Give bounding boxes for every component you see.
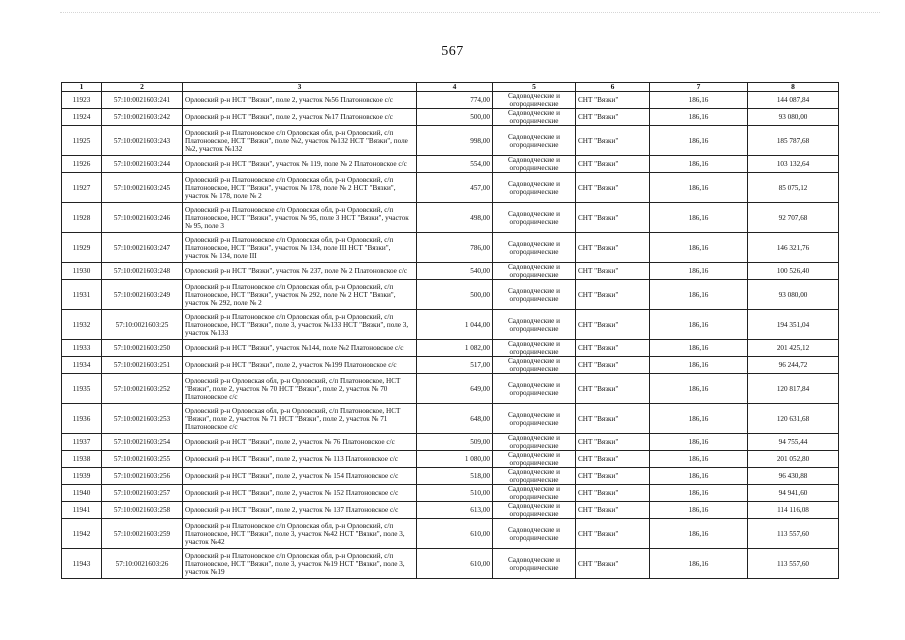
land-use-cell: Садоводческие и огороднические bbox=[493, 173, 576, 203]
cadastral-number-cell: 57:10:0021603:258 bbox=[102, 502, 183, 519]
cadastral-value-cell: 96 430,88 bbox=[748, 468, 839, 485]
column-header: 5 bbox=[493, 83, 576, 92]
cadastral-number-cell: 57:10:0021603:259 bbox=[102, 519, 183, 549]
area-cell: 998,00 bbox=[417, 126, 493, 156]
cadastral-value-cell: 144 087,84 bbox=[748, 92, 839, 109]
table-row bbox=[62, 502, 839, 519]
rate-cell: 186,16 bbox=[650, 502, 748, 519]
area-cell: 500,00 bbox=[417, 280, 493, 310]
rate-cell: 186,16 bbox=[650, 451, 748, 468]
row-number-cell: 11932 bbox=[62, 310, 102, 340]
land-use-cell: Садоводческие и огороднические bbox=[493, 549, 576, 579]
owner-cell: СНТ "Вязки" bbox=[576, 280, 650, 310]
area-cell: 498,00 bbox=[417, 203, 493, 233]
row-number-cell: 11930 bbox=[62, 263, 102, 280]
address-cell: Орловский р-н Платоновское с/п Орловская обл, р-н Орловский, с/п Платоновское, НСТ "Вязки", поле 3, участок №19 НСТ "Вязки", поле 3, участок №19 bbox=[183, 549, 417, 579]
cadastral-value-cell: 94 755,44 bbox=[748, 434, 839, 451]
cadastral-value-cell: 85 075,12 bbox=[748, 173, 839, 203]
land-use-cell: Садоводческие и огороднические bbox=[493, 126, 576, 156]
area-cell: 1 044,00 bbox=[417, 310, 493, 340]
area-cell: 518,00 bbox=[417, 468, 493, 485]
column-header: 4 bbox=[417, 83, 493, 92]
area-cell: 517,00 bbox=[417, 357, 493, 374]
rate-cell: 186,16 bbox=[650, 109, 748, 126]
table-row bbox=[62, 485, 839, 502]
area-cell: 610,00 bbox=[417, 519, 493, 549]
rate-cell: 186,16 bbox=[650, 519, 748, 549]
cadastral-value-cell: 113 557,60 bbox=[748, 549, 839, 579]
area-cell: 540,00 bbox=[417, 263, 493, 280]
cadastral-value-cell: 113 557,60 bbox=[748, 519, 839, 549]
owner-cell: СНТ "Вязки" bbox=[576, 156, 650, 173]
owner-cell: СНТ "Вязки" bbox=[576, 502, 650, 519]
land-use-cell: Садоводческие и огороднические bbox=[493, 156, 576, 173]
address-cell: Орловский р-н Платоновское с/п Орловская обл, р-н Орловский, с/п Платоновское, НСТ "Вязки", поле 3, участок №133 НСТ "Вязки", поле 3, участок №133 bbox=[183, 310, 417, 340]
owner-cell: СНТ "Вязки" bbox=[576, 92, 650, 109]
cadastral-value-cell: 93 080,00 bbox=[748, 280, 839, 310]
land-use-cell: Садоводческие и огороднические bbox=[493, 519, 576, 549]
table-row bbox=[62, 92, 839, 109]
row-number-cell: 11943 bbox=[62, 549, 102, 579]
owner-cell: СНТ "Вязки" bbox=[576, 310, 650, 340]
land-use-cell: Садоводческие и огороднические bbox=[493, 280, 576, 310]
owner-cell: СНТ "Вязки" bbox=[576, 173, 650, 203]
cadastral-number-cell: 57:10:0021603:251 bbox=[102, 357, 183, 374]
cadastral-number-cell: 57:10:0021603:252 bbox=[102, 374, 183, 404]
land-use-cell: Садоводческие и огороднические bbox=[493, 502, 576, 519]
address-cell: Орловский р-н НСТ "Вязки", участок № 119, поле № 2 Платоновское с/с bbox=[183, 156, 417, 173]
address-cell: Орловский р-н Платоновское с/п Орловская обл, р-н Орловский, с/п Платоновское, НСТ "Вязки", участок № 95, поле 3 НСТ "Вязки", участок № 95, поле 3 bbox=[183, 203, 417, 233]
owner-cell: СНТ "Вязки" bbox=[576, 263, 650, 280]
column-header: 3 bbox=[183, 83, 417, 92]
row-number-cell: 11928 bbox=[62, 203, 102, 233]
table-row bbox=[62, 310, 839, 340]
cadastral-value-cell: 146 321,76 bbox=[748, 233, 839, 263]
area-cell: 613,00 bbox=[417, 502, 493, 519]
address-cell: Орловский р-н Орловская обл, р-н Орловский, с/п Платоновское, НСТ "Вязки", поле 2, участок № 71 НСТ "Вязки", поле 2, участок № 71 Платоновское с/с bbox=[183, 404, 417, 434]
table-row bbox=[62, 340, 839, 357]
row-number-cell: 11933 bbox=[62, 340, 102, 357]
land-use-cell: Садоводческие и огороднические bbox=[493, 233, 576, 263]
table-row bbox=[62, 280, 839, 310]
area-cell: 610,00 bbox=[417, 549, 493, 579]
table-row bbox=[62, 263, 839, 280]
rate-cell: 186,16 bbox=[650, 263, 748, 280]
row-number-cell: 11940 bbox=[62, 485, 102, 502]
column-header: 2 bbox=[102, 83, 183, 92]
row-number-cell: 11929 bbox=[62, 233, 102, 263]
area-cell: 1 080,00 bbox=[417, 451, 493, 468]
cadastral-number-cell: 57:10:0021603:254 bbox=[102, 434, 183, 451]
row-number-cell: 11927 bbox=[62, 173, 102, 203]
table-row bbox=[62, 357, 839, 374]
owner-cell: СНТ "Вязки" bbox=[576, 357, 650, 374]
rate-cell: 186,16 bbox=[650, 173, 748, 203]
table-row bbox=[62, 156, 839, 173]
table-row bbox=[62, 404, 839, 434]
address-cell: Орловский р-н Платоновское с/п Орловская обл, р-н Орловский, с/п Платоновское, НСТ "Вязки", участок № 292, поле № 2 НСТ "Вязки", участок № 292, поле № 2 bbox=[183, 280, 417, 310]
owner-cell: СНТ "Вязки" bbox=[576, 485, 650, 502]
cadastral-number-cell: 57:10:0021603:242 bbox=[102, 109, 183, 126]
rate-cell: 186,16 bbox=[650, 233, 748, 263]
area-cell: 509,00 bbox=[417, 434, 493, 451]
table-row bbox=[62, 519, 839, 549]
owner-cell: СНТ "Вязки" bbox=[576, 434, 650, 451]
area-cell: 1 082,00 bbox=[417, 340, 493, 357]
land-use-cell: Садоводческие и огороднические bbox=[493, 374, 576, 404]
rate-cell: 186,16 bbox=[650, 468, 748, 485]
land-use-cell: Садоводческие и огороднические bbox=[493, 357, 576, 374]
table-row bbox=[62, 126, 839, 156]
cadastral-value-cell: 114 116,08 bbox=[748, 502, 839, 519]
table-row bbox=[62, 109, 839, 126]
cadastral-value-cell: 201 052,80 bbox=[748, 451, 839, 468]
owner-cell: СНТ "Вязки" bbox=[576, 404, 650, 434]
cadastral-number-cell: 57:10:0021603:244 bbox=[102, 156, 183, 173]
row-number-cell: 11926 bbox=[62, 156, 102, 173]
owner-cell: СНТ "Вязки" bbox=[576, 549, 650, 579]
rate-cell: 186,16 bbox=[650, 374, 748, 404]
cadastral-number-cell: 57:10:0021603:246 bbox=[102, 203, 183, 233]
address-cell: Орловский р-н Платоновское с/п Орловская обл, р-н Орловский, с/п Платоновское, НСТ "Вязки", поле №2, участок №132 НСТ "Вязки", поле №2, участок №132 bbox=[183, 126, 417, 156]
address-cell: Орловский р-н НСТ "Вязки", поле 2, участок № 154 Платоновское с/с bbox=[183, 468, 417, 485]
area-cell: 648,00 bbox=[417, 404, 493, 434]
address-cell: Орловский р-н НСТ "Вязки", поле 2, участок №17 Платоновское с/с bbox=[183, 109, 417, 126]
row-number-cell: 11941 bbox=[62, 502, 102, 519]
table-row bbox=[62, 233, 839, 263]
rate-cell: 186,16 bbox=[650, 434, 748, 451]
cadastral-number-cell: 57:10:0021603:257 bbox=[102, 485, 183, 502]
rate-cell: 186,16 bbox=[650, 404, 748, 434]
row-number-cell: 11936 bbox=[62, 404, 102, 434]
address-cell: Орловский р-н НСТ "Вязки", поле 2, участок №199 Платоновское с/с bbox=[183, 357, 417, 374]
cadastral-number-cell: 57:10:0021603:249 bbox=[102, 280, 183, 310]
address-cell: Орловский р-н НСТ "Вязки", участок №144, поле №2 Платоновское с/с bbox=[183, 340, 417, 357]
owner-cell: СНТ "Вязки" bbox=[576, 126, 650, 156]
owner-cell: СНТ "Вязки" bbox=[576, 519, 650, 549]
land-use-cell: Садоводческие и огороднические bbox=[493, 404, 576, 434]
row-number-cell: 11937 bbox=[62, 434, 102, 451]
cadastral-value-cell: 100 526,40 bbox=[748, 263, 839, 280]
land-registry-table bbox=[61, 82, 839, 579]
address-cell: Орловский р-н НСТ "Вязки", участок № 237, поле № 2 Платоновское с/с bbox=[183, 263, 417, 280]
area-cell: 500,00 bbox=[417, 109, 493, 126]
cadastral-number-cell: 57:10:0021603:245 bbox=[102, 173, 183, 203]
area-cell: 554,00 bbox=[417, 156, 493, 173]
rate-cell: 186,16 bbox=[650, 485, 748, 502]
cadastral-value-cell: 103 132,64 bbox=[748, 156, 839, 173]
rate-cell: 186,16 bbox=[650, 203, 748, 233]
land-use-cell: Садоводческие и огороднические bbox=[493, 203, 576, 233]
owner-cell: СНТ "Вязки" bbox=[576, 109, 650, 126]
row-number-cell: 11938 bbox=[62, 451, 102, 468]
cadastral-value-cell: 92 707,68 bbox=[748, 203, 839, 233]
table-row bbox=[62, 374, 839, 404]
rate-cell: 186,16 bbox=[650, 156, 748, 173]
address-cell: Орловский р-н Платоновское с/п Орловская обл, р-н Орловский, с/п Платоновское, НСТ "Вязки", участок № 178, поле № 2 НСТ "Вязки", участок № 178, поле № 2 bbox=[183, 173, 417, 203]
cadastral-value-cell: 194 351,04 bbox=[748, 310, 839, 340]
rate-cell: 186,16 bbox=[650, 126, 748, 156]
area-cell: 510,00 bbox=[417, 485, 493, 502]
cadastral-value-cell: 185 787,68 bbox=[748, 126, 839, 156]
owner-cell: СНТ "Вязки" bbox=[576, 203, 650, 233]
rate-cell: 186,16 bbox=[650, 92, 748, 109]
header-row bbox=[62, 83, 839, 92]
land-use-cell: Садоводческие и огороднические bbox=[493, 434, 576, 451]
rate-cell: 186,16 bbox=[650, 280, 748, 310]
cadastral-value-cell: 201 425,12 bbox=[748, 340, 839, 357]
address-cell: Орловский р-н Платоновское с/п Орловская обл, р-н Орловский, с/п Платоновское, НСТ "Вязки", участок № 134, поле III НСТ "Вязки", участок № 134, поле III bbox=[183, 233, 417, 263]
owner-cell: СНТ "Вязки" bbox=[576, 340, 650, 357]
cadastral-number-cell: 57:10:0021603:241 bbox=[102, 92, 183, 109]
page-number: 567 bbox=[441, 44, 464, 59]
table-row bbox=[62, 203, 839, 233]
row-number-cell: 11935 bbox=[62, 374, 102, 404]
area-cell: 774,00 bbox=[417, 92, 493, 109]
owner-cell: СНТ "Вязки" bbox=[576, 451, 650, 468]
cadastral-value-cell: 120 631,68 bbox=[748, 404, 839, 434]
column-header: 1 bbox=[62, 83, 102, 92]
owner-cell: СНТ "Вязки" bbox=[576, 468, 650, 485]
rate-cell: 186,16 bbox=[650, 357, 748, 374]
table-row bbox=[62, 451, 839, 468]
cadastral-number-cell: 57:10:0021603:247 bbox=[102, 233, 183, 263]
row-number-cell: 11942 bbox=[62, 519, 102, 549]
land-use-cell: Садоводческие и огороднические bbox=[493, 451, 576, 468]
row-number-cell: 11931 bbox=[62, 280, 102, 310]
cadastral-number-cell: 57:10:0021603:243 bbox=[102, 126, 183, 156]
row-number-cell: 11925 bbox=[62, 126, 102, 156]
owner-cell: СНТ "Вязки" bbox=[576, 374, 650, 404]
cadastral-number-cell: 57:10:0021603:25 bbox=[102, 310, 183, 340]
row-number-cell: 11923 bbox=[62, 92, 102, 109]
owner-cell: СНТ "Вязки" bbox=[576, 233, 650, 263]
address-cell: Орловский р-н НСТ "Вязки", поле 2, участок № 76 Платоновское с/с bbox=[183, 434, 417, 451]
land-use-cell: Садоводческие и огороднические bbox=[493, 92, 576, 109]
column-header: 6 bbox=[576, 83, 650, 92]
scan-artifact bbox=[60, 12, 880, 21]
rate-cell: 186,16 bbox=[650, 310, 748, 340]
cadastral-value-cell: 93 080,00 bbox=[748, 109, 839, 126]
address-cell: Орловский р-н НСТ "Вязки", поле 2, участок № 152 Платоновское с/с bbox=[183, 485, 417, 502]
cadastral-number-cell: 57:10:0021603:253 bbox=[102, 404, 183, 434]
land-use-cell: Садоводческие и огороднические bbox=[493, 340, 576, 357]
area-cell: 457,00 bbox=[417, 173, 493, 203]
land-use-cell: Садоводческие и огороднические bbox=[493, 485, 576, 502]
cadastral-number-cell: 57:10:0021603:26 bbox=[102, 549, 183, 579]
cadastral-value-cell: 94 941,60 bbox=[748, 485, 839, 502]
cadastral-value-cell: 96 244,72 bbox=[748, 357, 839, 374]
table-row bbox=[62, 173, 839, 203]
rate-cell: 186,16 bbox=[650, 340, 748, 357]
row-number-cell: 11939 bbox=[62, 468, 102, 485]
cadastral-number-cell: 57:10:0021603:248 bbox=[102, 263, 183, 280]
column-header: 8 bbox=[748, 83, 839, 92]
cadastral-value-cell: 120 817,84 bbox=[748, 374, 839, 404]
address-cell: Орловский р-н НСТ "Вязки", поле 2, участок №56 Платоновское с/с bbox=[183, 92, 417, 109]
cadastral-number-cell: 57:10:0021603:255 bbox=[102, 451, 183, 468]
land-use-cell: Садоводческие и огороднические bbox=[493, 310, 576, 340]
table-row bbox=[62, 434, 839, 451]
cadastral-number-cell: 57:10:0021603:256 bbox=[102, 468, 183, 485]
table-row bbox=[62, 468, 839, 485]
address-cell: Орловский р-н НСТ "Вязки", поле 2, участок № 113 Платоновское с/с bbox=[183, 451, 417, 468]
address-cell: Орловский р-н Платоновское с/п Орловская обл, р-н Орловский, с/п Платоновское, НСТ "Вязки", поле 3, участок №42 НСТ "Вязки", поле 3, участок №42 bbox=[183, 519, 417, 549]
rate-cell: 186,16 bbox=[650, 549, 748, 579]
row-number-cell: 11934 bbox=[62, 357, 102, 374]
table-row bbox=[62, 549, 839, 579]
row-number-cell: 11924 bbox=[62, 109, 102, 126]
cadastral-number-cell: 57:10:0021603:250 bbox=[102, 340, 183, 357]
address-cell: Орловский р-н Орловская обл, р-н Орловский, с/п Платоновское, НСТ "Вязки", поле 2, участок № 70 НСТ "Вязки", поле 2, участок № 70 Платоновское с/с bbox=[183, 374, 417, 404]
land-use-cell: Садоводческие и огороднические bbox=[493, 263, 576, 280]
land-use-cell: Садоводческие и огороднические bbox=[493, 109, 576, 126]
area-cell: 786,00 bbox=[417, 233, 493, 263]
land-use-cell: Садоводческие и огороднические bbox=[493, 468, 576, 485]
column-header: 7 bbox=[650, 83, 748, 92]
area-cell: 649,00 bbox=[417, 374, 493, 404]
address-cell: Орловский р-н НСТ "Вязки", поле 2, участок № 137 Платоновское с/с bbox=[183, 502, 417, 519]
